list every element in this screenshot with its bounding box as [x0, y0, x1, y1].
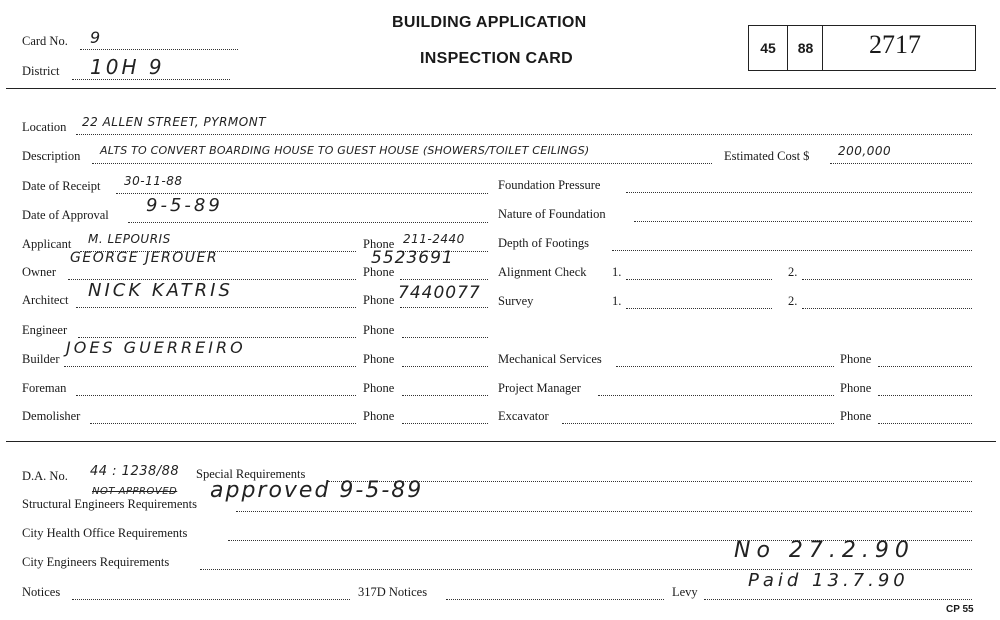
description-label: Description [22, 149, 81, 163]
structural-engineers-line [236, 511, 972, 512]
architect-line [76, 307, 356, 308]
survey-two: 2. [788, 294, 798, 308]
mechanical-phone-label: Phone [840, 352, 872, 366]
location-line [76, 134, 972, 135]
nature-foundation-label: Nature of Foundation [498, 207, 606, 221]
owner-phone-line [400, 279, 488, 280]
date-approval-line [128, 222, 488, 223]
demolisher-phone-label: Phone [363, 409, 395, 423]
foundation-pressure-label: Foundation Pressure [498, 178, 601, 192]
excavator-phone-line [878, 423, 972, 424]
applicant-value: M. LEPOURIS [88, 232, 171, 246]
foreman-phone-label: Phone [363, 381, 395, 395]
foreman-label: Foreman [22, 381, 67, 395]
survey-one: 1. [612, 294, 622, 308]
card-number-box [748, 25, 976, 71]
engineer-phone-label: Phone [363, 323, 395, 337]
approved-note: approved 9-5-89 [210, 478, 424, 503]
applicant-label: Applicant [22, 237, 72, 251]
architect-phone-value: 7440077 [398, 283, 481, 303]
alignment-check-label: Alignment Check [498, 265, 587, 279]
architect-phone-label: Phone [363, 293, 395, 307]
location-label: Location [22, 120, 67, 134]
notices-317d-line [446, 599, 664, 600]
architect-phone-line [400, 307, 488, 308]
project-manager-phone-line [878, 395, 972, 396]
survey-two-line [802, 308, 972, 309]
header-divider [6, 88, 996, 89]
special-requirements-line [328, 481, 972, 482]
alignment-one: 1. [612, 265, 622, 279]
engineer-label: Engineer [22, 323, 68, 337]
estimated-cost-value: 200,000 [838, 144, 892, 158]
date-approval-value: 9-5-89 [146, 195, 223, 216]
da-no-label: D.A. No. [22, 469, 68, 483]
mechanical-services-line [616, 366, 834, 367]
city-engineers-label: City Engineers Requirements [22, 555, 170, 569]
owner-phone-value: 5523691 [371, 248, 454, 268]
builder-value: JOES GUERREIRO [66, 338, 246, 357]
date-receipt-label: Date of Receipt [22, 179, 101, 193]
district-value: 10H 9 [90, 55, 165, 79]
district-label: District [22, 64, 60, 78]
excavator-label: Excavator [498, 409, 549, 423]
alignment-one-line [626, 279, 772, 280]
notices-317d-label: 317D Notices [358, 585, 428, 599]
owner-phone-label: Phone [363, 265, 395, 279]
da-no-value: 44 : 1238/88 [90, 464, 180, 479]
builder-label: Builder [22, 352, 60, 366]
city-health-label: City Health Office Requirements [22, 526, 188, 540]
survey-one-line [626, 308, 772, 309]
section-divider [6, 441, 996, 442]
builder-phone-line [402, 366, 488, 367]
levy-line [704, 599, 972, 600]
builder-phone-label: Phone [363, 352, 395, 366]
project-manager-line [598, 395, 834, 396]
project-manager-label: Project Manager [498, 381, 581, 395]
card-no-label: Card No. [22, 34, 68, 48]
form-code: CP 55 [946, 604, 974, 615]
estimated-cost-line [830, 163, 972, 164]
foundation-pressure-line [626, 192, 972, 193]
card-no-value: 9 [90, 28, 101, 47]
depth-footings-line [612, 250, 972, 251]
card-number: 2717 [869, 30, 921, 59]
description-value: ALTS TO CONVERT BOARDING HOUSE TO GUEST HOUSE (SHOWERS/TOILET CEILINGS) [100, 144, 590, 157]
levy-label: Levy [672, 585, 698, 599]
notices-label: Notices [22, 585, 61, 599]
applicant-phone-value: 211-2440 [403, 232, 465, 246]
foreman-line [76, 395, 356, 396]
project-manager-phone-label: Phone [840, 381, 872, 395]
architect-value: NICK KATRIS [88, 280, 233, 301]
title-line-1: BUILDING APPLICATION [392, 14, 587, 31]
excavator-phone-label: Phone [840, 409, 872, 423]
applicant-phone-label: Phone [363, 237, 395, 251]
owner-value: GEORGE JEROUER [70, 250, 219, 266]
depth-footings-label: Depth of Footings [498, 236, 589, 250]
estimated-cost-label: Estimated Cost $ [724, 149, 810, 163]
mechanical-phone-line [878, 366, 972, 367]
box-cell-45: 45 [749, 26, 788, 70]
special-requirements-label: Special Requirements [196, 467, 306, 481]
foreman-phone-line [402, 395, 488, 396]
date-receipt-value: 30-11-88 [124, 174, 183, 188]
card-no-line [80, 49, 238, 50]
builder-line [64, 366, 356, 367]
demolisher-phone-line [402, 423, 488, 424]
mechanical-services-label: Mechanical Services [498, 352, 602, 366]
nature-foundation-line [634, 221, 972, 222]
engineer-phone-line [402, 337, 488, 338]
district-line [72, 79, 230, 80]
structural-engineers-label: Structural Engineers Requirements [22, 497, 197, 511]
levy-paid-note: Paid 13.7.90 [748, 570, 909, 591]
alignment-two: 2. [788, 265, 798, 279]
owner-label: Owner [22, 265, 57, 279]
date-receipt-line [116, 193, 488, 194]
architect-label: Architect [22, 293, 69, 307]
description-line [92, 163, 712, 164]
location-value: 22 ALLEN STREET, PYRMONT [82, 115, 267, 129]
box-cell-88: 88 [789, 26, 823, 70]
notices-line [72, 599, 350, 600]
not-approved-note: NOT APPROVED [92, 486, 178, 497]
title-line-2: INSPECTION CARD [420, 50, 573, 67]
demolisher-line [90, 423, 356, 424]
city-engineers-note: No 27.2.90 [734, 538, 915, 563]
demolisher-label: Demolisher [22, 409, 81, 423]
alignment-two-line [802, 279, 972, 280]
survey-label: Survey [498, 294, 534, 308]
excavator-line [562, 423, 834, 424]
date-approval-label: Date of Approval [22, 208, 109, 222]
